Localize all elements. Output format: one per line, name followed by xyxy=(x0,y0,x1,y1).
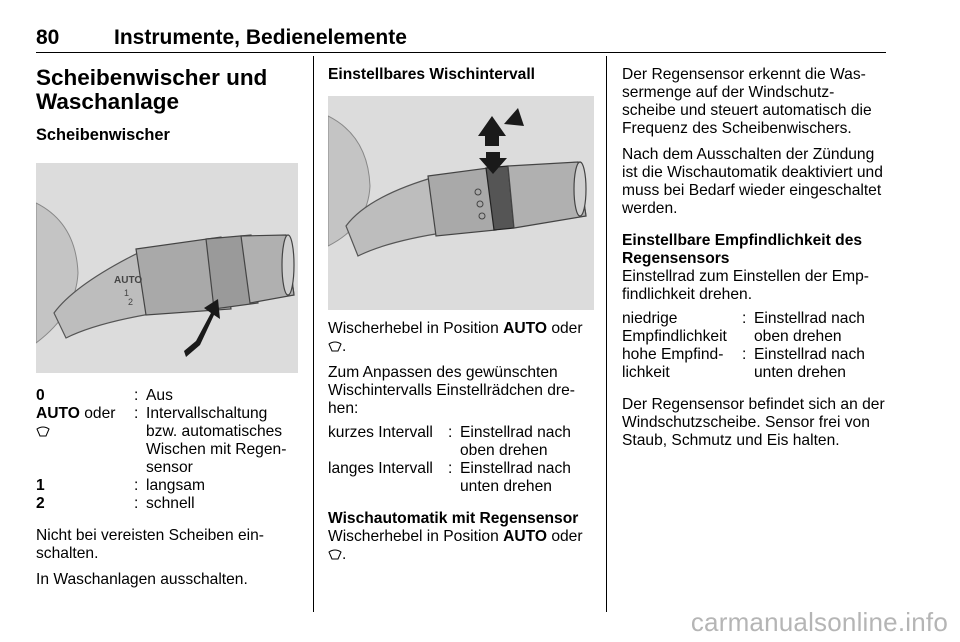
def-desc: Einstellrad nach oben drehen xyxy=(754,310,865,345)
right-column xyxy=(622,66,888,450)
def-sep: : xyxy=(742,346,747,363)
wiper-auto-icon xyxy=(36,426,50,438)
def-sep: : xyxy=(448,424,453,441)
paragraph: Nach dem Ausschalten der Zündung ist die Wischautomatik deaktiviert und muss bei Bedarf wieder eingeschaltet werden. xyxy=(622,146,883,217)
def-term: 0 xyxy=(36,387,45,404)
label-2: 2 xyxy=(128,297,134,307)
wiper-auto-icon xyxy=(328,341,342,353)
def-desc: schnell xyxy=(146,495,195,512)
def-term: 2 xyxy=(36,495,45,512)
interval-list xyxy=(328,424,594,496)
label-1: 1 xyxy=(124,288,130,298)
middle-column xyxy=(328,66,594,564)
page-number: 80 xyxy=(36,26,60,49)
def-sep: : xyxy=(134,495,139,512)
sensitivity-list xyxy=(622,310,888,382)
def-term: kurzes Intervall xyxy=(328,424,433,441)
switch-positions-list xyxy=(36,387,298,513)
paragraph: Wischerhebel in Position AUTO oder . xyxy=(328,528,583,563)
def-desc: Einstellrad nach oben drehen xyxy=(460,424,571,459)
def-sep: : xyxy=(448,460,453,477)
chapter-title: Instrumente, Bedienelemente xyxy=(114,26,407,49)
paragraph: Einstellrad zum Einstellen der Emp-findlichkeit drehen. xyxy=(622,268,870,303)
paragraph: Zum Anpassen des gewünschten Wischintervalls Einstellrädchen dre-hen: xyxy=(328,364,575,417)
section-heading: Scheibenwischer und Waschanlage xyxy=(36,65,268,114)
column-divider xyxy=(313,56,314,612)
def-term: hohe Empfind-lichkeit xyxy=(622,346,724,381)
def-term: langes Intervall xyxy=(328,460,433,477)
paragraph: Der Regensensor erkennt die Was-sermenge auf der Windschutz-scheibe und steuert automatisch die Frequenz des Scheibenwischers. xyxy=(622,66,872,137)
def-term: niedrige Empfindlichkeit xyxy=(622,310,727,345)
paragraph: Der Regensensor befindet sich an der Windschutzscheibe. Sensor frei von Staub, Schmutz und Eis halten. xyxy=(622,396,885,449)
interval-wheel-illustration xyxy=(328,96,594,310)
def-sep: : xyxy=(134,477,139,494)
column-divider xyxy=(606,56,607,612)
paragraph: Wischerhebel in Position AUTO oder . xyxy=(328,320,583,355)
watermark: carmanualsonline.info xyxy=(690,607,948,637)
def-desc: Einstellrad nach unten drehen xyxy=(460,460,571,495)
def-desc: Einstellrad nach unten drehen xyxy=(754,346,865,381)
subsection-heading: Scheibenwischer xyxy=(36,126,170,144)
def-sep: : xyxy=(134,405,139,422)
section-heading: Einstellbares Wischintervall xyxy=(328,66,535,83)
section-heading: Einstellbare Empfindlichkeit des Regensensors xyxy=(622,232,863,267)
section-heading: Wischautomatik mit Regensensor xyxy=(328,510,579,527)
def-term: 1 xyxy=(36,477,45,494)
page-header xyxy=(36,22,886,53)
paragraph: Nicht bei vereisten Scheiben ein-schalten. xyxy=(36,527,264,562)
wiper-lever-illustration xyxy=(36,163,298,373)
def-desc: Aus xyxy=(146,387,173,404)
label-auto: AUTO xyxy=(114,275,143,286)
wiper-auto-icon xyxy=(328,549,342,561)
def-term: AUTO oder xyxy=(36,405,134,477)
def-desc: Intervallschaltung bzw. automatisches Wischen mit Regen-sensor xyxy=(146,405,287,476)
left-column xyxy=(36,66,298,589)
def-desc: langsam xyxy=(146,477,205,494)
def-sep: : xyxy=(134,387,139,404)
def-sep: : xyxy=(742,310,747,327)
paragraph: In Waschanlagen ausschalten. xyxy=(36,571,248,588)
